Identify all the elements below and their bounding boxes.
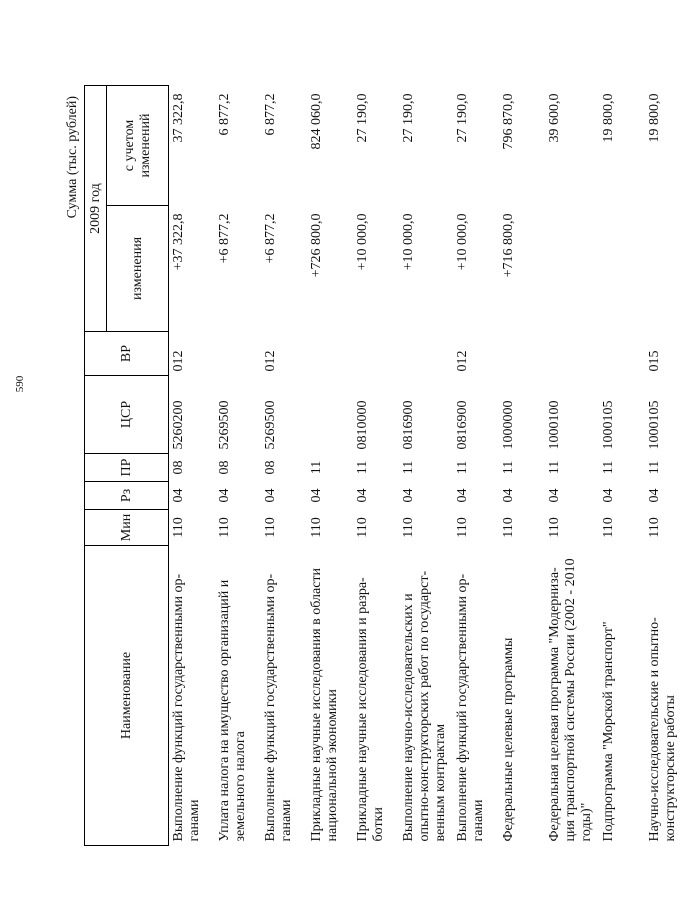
row-rz: 04 — [601, 488, 616, 503]
row-pr: 08 — [217, 460, 232, 475]
row-change — [545, 206, 599, 332]
row-rz: 04 — [455, 488, 470, 503]
row-rz: 04 — [263, 488, 278, 503]
row-total: 39 600,0 — [547, 93, 562, 143]
table-row — [645, 86, 691, 846]
table-row — [599, 86, 645, 846]
unit-label: Сумма (тыс. рублей) — [65, 96, 80, 219]
row-change — [645, 206, 691, 332]
row-name: Прикладные научные исследования и разра-ботки — [355, 577, 386, 842]
row-csr: 1000000 — [501, 400, 516, 450]
row-pr: 11 — [501, 460, 516, 475]
table-row — [215, 86, 261, 846]
header-vr: ВР — [85, 332, 169, 376]
row-pr: 11 — [601, 460, 616, 475]
row-csr: 0810000 — [355, 400, 370, 450]
row-name: Выполнение научно-исследовательских и опытно-конструкторских работ по государст-венным контрактам — [401, 570, 448, 842]
header-with-changes: с учетом изменений — [107, 86, 169, 206]
row-rz: 04 — [217, 488, 232, 503]
row-pr: 11 — [647, 460, 662, 475]
row-total: 27 190,0 — [355, 93, 370, 143]
row-total: 796 870,0 — [501, 93, 516, 150]
row-name: Подпрограмма "Морской транспорт" — [601, 621, 616, 842]
row-vr: 012 — [171, 350, 186, 372]
row-name: Выполнение функций государственными ор-ганами — [455, 573, 486, 842]
row-csr: 0816900 — [401, 400, 416, 450]
table-row — [261, 86, 307, 846]
row-total: 19 800,0 — [647, 93, 662, 143]
table-row — [307, 86, 353, 846]
row-change — [599, 206, 645, 332]
row-pr: 11 — [401, 460, 416, 475]
row-vr — [599, 332, 645, 376]
table-row — [499, 86, 545, 846]
row-pr: 11 — [355, 460, 370, 475]
row-total: 19 800,0 — [601, 93, 616, 143]
row-total: 27 190,0 — [455, 93, 470, 143]
table-row — [545, 86, 599, 846]
row-min: 110 — [501, 517, 516, 538]
row-min: 110 — [547, 517, 562, 538]
row-vr: 015 — [647, 350, 662, 372]
page-number: 590 — [14, 375, 26, 393]
row-pr: 11 — [455, 460, 470, 475]
header-year: 2009 год — [85, 86, 107, 332]
row-csr: 0816900 — [455, 400, 470, 450]
row-min: 110 — [171, 517, 186, 538]
table-row — [399, 86, 453, 846]
header-changes: изменения — [107, 206, 169, 332]
row-pr: 11 — [547, 460, 562, 475]
row-change: +10 000,0 — [355, 213, 370, 271]
header-pr: ПР — [85, 454, 169, 482]
row-rz: 04 — [647, 488, 662, 503]
row-rz: 04 — [171, 488, 186, 503]
row-vr — [399, 332, 453, 376]
row-rz: 04 — [501, 488, 516, 503]
budget-table — [84, 85, 691, 846]
row-min: 110 — [217, 517, 232, 538]
row-name: Выполнение функций государственными ор-ганами — [263, 573, 294, 842]
row-rz: 04 — [547, 488, 562, 503]
row-min: 110 — [601, 517, 616, 538]
row-csr: 1000100 — [547, 400, 562, 450]
row-name: Федеральные целевые программы — [501, 637, 516, 842]
row-change: +6 877,2 — [263, 213, 278, 264]
row-csr: 5269500 — [217, 400, 232, 450]
header-csr: ЦСР — [85, 376, 169, 454]
row-min: 110 — [647, 517, 662, 538]
row-change: +10 000,0 — [455, 213, 470, 271]
row-rz: 04 — [355, 488, 370, 503]
row-min: 110 — [355, 517, 370, 538]
row-min: 110 — [263, 517, 278, 538]
row-name: Уплата налога на имущество организаций и земельного налога — [217, 579, 248, 842]
header-min: Мин — [85, 510, 169, 546]
row-change: +10 000,0 — [401, 213, 416, 271]
row-csr — [307, 376, 353, 454]
table-body — [169, 86, 691, 846]
header-rz: Рз — [85, 482, 169, 510]
table-row — [453, 86, 499, 846]
row-vr — [545, 332, 599, 376]
row-vr — [353, 332, 399, 376]
row-vr: 012 — [263, 350, 278, 372]
row-rz: 04 — [309, 488, 324, 503]
row-vr: 012 — [455, 350, 470, 372]
row-total: 824 060,0 — [309, 93, 324, 150]
row-pr: 11 — [309, 460, 324, 475]
row-name: Научно-исследовательские и опытно-конструкторские работы — [647, 617, 678, 842]
header-name: Наименование — [85, 546, 169, 846]
row-min: 110 — [401, 517, 416, 538]
row-change: +6 877,2 — [217, 213, 232, 264]
row-csr: 5260200 — [171, 400, 186, 450]
row-min: 110 — [309, 517, 324, 538]
row-vr — [215, 332, 261, 376]
row-name: Федеральная целевая программа "Модерниза-ция транспортной системы России (2002 - 2010 годы)" — [547, 558, 594, 842]
row-csr: 1000105 — [647, 400, 662, 450]
row-pr: 08 — [171, 460, 186, 475]
row-total: 37 322,8 — [171, 93, 186, 143]
row-min: 110 — [455, 517, 470, 538]
row-csr: 1000105 — [601, 400, 616, 450]
row-change: +716 800,0 — [501, 213, 516, 278]
row-total: 27 190,0 — [401, 93, 416, 143]
table-row — [169, 86, 216, 846]
table-row — [353, 86, 399, 846]
row-change: +726 800,0 — [309, 213, 324, 278]
row-vr — [499, 332, 545, 376]
row-name: Прикладные научные исследования в области национальной экономики — [309, 567, 340, 842]
row-change: +37 322,8 — [171, 213, 186, 271]
row-pr: 08 — [263, 460, 278, 475]
row-rz: 04 — [401, 488, 416, 503]
row-total: 6 877,2 — [217, 93, 232, 136]
row-csr: 5269500 — [263, 400, 278, 450]
row-total: 6 877,2 — [263, 93, 278, 136]
rotated-budget-table-block — [62, 86, 678, 846]
row-vr — [307, 332, 353, 376]
row-name: Выполнение функций государственными ор-ганами — [171, 573, 202, 842]
